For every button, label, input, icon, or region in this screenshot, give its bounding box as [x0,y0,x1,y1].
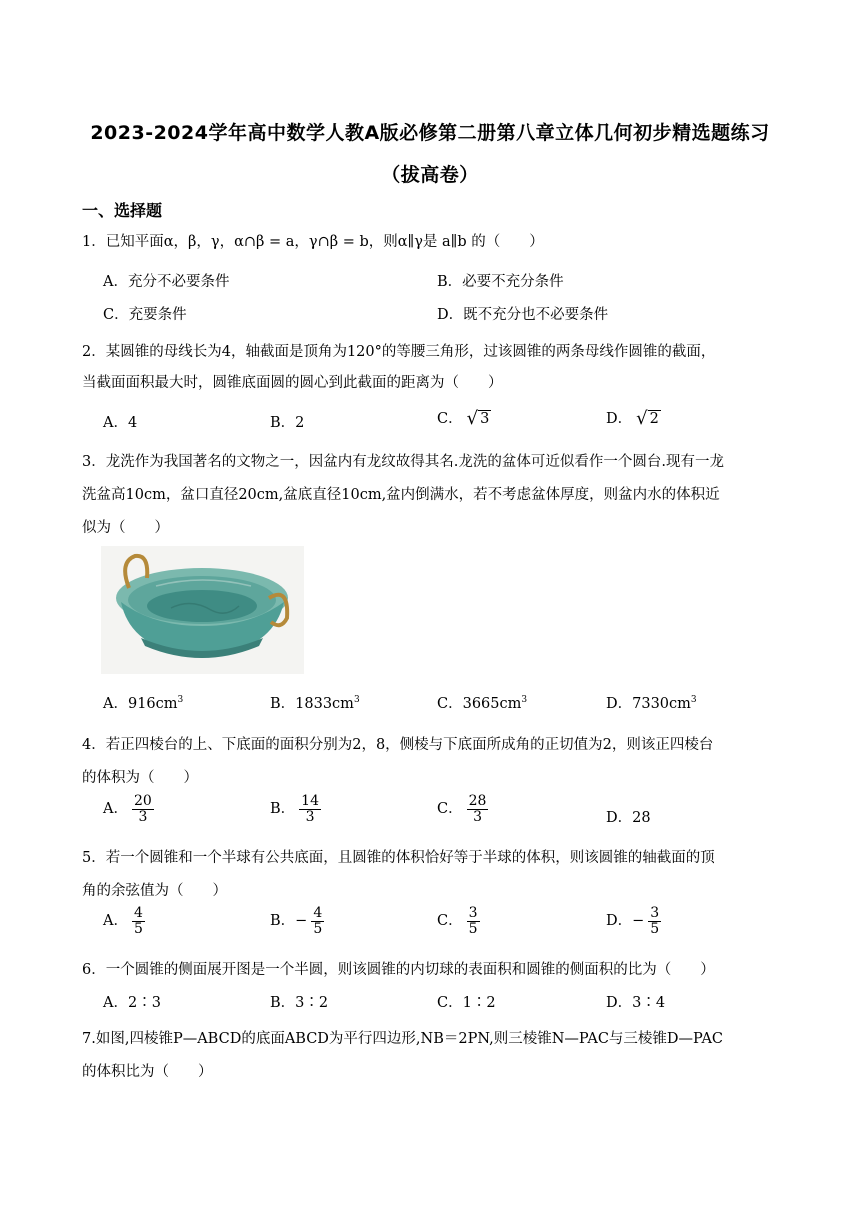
q5-option-a[interactable] [103,906,145,936]
denominator: 5 [133,920,143,937]
question-6-text: 6．一个圆锥的侧面展开图是一个半圆，则该圆锥的内切球的表面积和圆锥的侧面积的比为（ ） [82,962,715,978]
superscript: 3 [353,695,360,706]
doc-title-line2: （拔高卷） [381,164,479,186]
q2-option-c[interactable] [437,407,491,428]
question-3-line3: 似为（ ） [82,520,169,536]
fraction [132,906,145,936]
q6-option-b[interactable]: B．3∶2 [270,995,329,1011]
q6-option-d[interactable]: D．3∶4 [606,995,666,1011]
q5-option-d[interactable] [606,906,661,936]
option-label: D．− [606,913,645,930]
q4-option-d[interactable]: D．28 [606,810,651,826]
superscript: 3 [177,695,184,706]
denominator: 5 [650,920,660,937]
question-7-line1: 7.如图,四棱锥P—ABCD的底面ABCD为平行四边形,NB＝2PN,则三棱锥N—PAC与三棱锥D—PAC [82,1031,724,1047]
fraction [311,906,324,936]
q3-option-c-text: C．3665cm [437,696,522,712]
denominator: 3 [138,808,148,825]
denominator: 5 [313,920,323,937]
superscript: 3 [690,695,697,706]
question-7-line2: 的体积比为（ ） [82,1064,213,1080]
question-4-line1: 4．若正四棱台的上、下底面的面积分别为2，8，侧棱与下底面所成角的正切值为2，则该正四棱台 [82,737,714,753]
option-label: A． [103,913,128,930]
q1-option-c[interactable]: C．充要条件 [103,307,187,323]
denominator: 3 [473,808,482,825]
question-1-text: 1．已知平面α，β，γ，α∩β = a，γ∩β = b，则α∥γ是 a∥b 的（ ） [82,234,544,250]
numerator: 4 [313,905,323,921]
q4-option-a[interactable] [103,794,154,824]
q2-option-d-label: D． [606,411,633,427]
fraction [299,794,321,824]
question-3-line2: 洗盆高10cm，盆口直径20cm,盆底直径10cm,盆内倒满水，若不考虑盆体厚度，则盆内水的体积近 [82,487,720,503]
sqrt-symbol: √ 3 [466,408,490,429]
fraction [132,794,154,824]
q2-option-c-radicand: 3 [480,411,490,428]
q4-option-c[interactable] [437,794,488,824]
question-2-line1: 2．某圆锥的母线长为4，轴截面是顶角为120°的等腰三角形，过该圆锥的两条母线作圆锥的截面， [82,344,716,360]
q1-option-a[interactable]: A．充分不必要条件 [103,274,230,290]
option-label: B． [270,801,296,818]
q1-option-b[interactable]: B．必要不充分条件 [437,274,564,290]
q2-option-c-label: C． [437,411,463,427]
denominator: 3 [305,808,315,825]
question-2-line2: 当截面面积最大时，圆锥底面圆的圆心到此截面的距离为（ ） [82,375,503,391]
fraction [467,794,489,824]
q2-option-d-radicand: 2 [649,411,659,428]
q3-option-b-text: B．1833cm [270,696,354,712]
q3-option-b[interactable] [270,692,360,713]
numerator: 4 [133,905,143,921]
q6-option-a[interactable]: A．2∶3 [103,995,161,1011]
option-label: A． [103,801,128,818]
q5-option-c[interactable] [437,906,480,936]
question-5-line2: 角的余弦值为（ ） [82,883,227,899]
q2-option-d[interactable] [606,407,661,428]
numerator: 14 [301,793,319,809]
section-heading: 一、选择题 [82,201,163,220]
fraction [648,906,661,936]
q5-option-b[interactable] [270,906,324,936]
q3-option-d-text: D．7330cm [606,696,691,712]
question-5-line1: 5．若一个圆锥和一个半球有公共底面，且圆锥的体积恰好等于半球的体积，则该圆锥的轴截面的顶 [82,850,715,866]
denominator: 5 [468,920,478,937]
option-label: C． [437,913,463,930]
q3-option-c[interactable] [437,692,527,713]
option-label: C． [437,801,463,818]
numerator: 20 [133,793,152,809]
question-4-line2: 的体积为（ ） [82,770,198,786]
doc-title-line1: 2023-2024学年高中数学人教A版必修第二册第八章立体几何初步精选题练习 [90,122,770,144]
q4-option-b[interactable] [270,794,321,824]
numerator: 3 [650,905,660,921]
q1-option-d[interactable]: D．既不充分也不必要条件 [437,307,609,323]
question-3-line1: 3．龙洗作为我国著名的文物之一，因盆内有龙纹故得其名.龙洗的盆体可近似看作一个圆台.现有一龙 [82,454,724,470]
q2-option-b[interactable]: B．2 [270,415,305,431]
option-label: B．− [270,913,308,930]
sqrt-symbol: √ 2 [636,408,659,429]
q3-option-a-text: A．916cm [103,696,178,712]
q3-option-a[interactable] [103,692,183,713]
superscript: 3 [521,695,528,706]
q3-option-d[interactable] [606,692,697,713]
numerator: 3 [468,905,478,921]
q2-option-a[interactable]: A．4 [103,415,138,431]
fraction [467,906,480,936]
q6-option-c[interactable]: C．1∶2 [437,995,496,1011]
numerator: 28 [468,793,487,809]
dragon-basin-photo [101,546,304,674]
